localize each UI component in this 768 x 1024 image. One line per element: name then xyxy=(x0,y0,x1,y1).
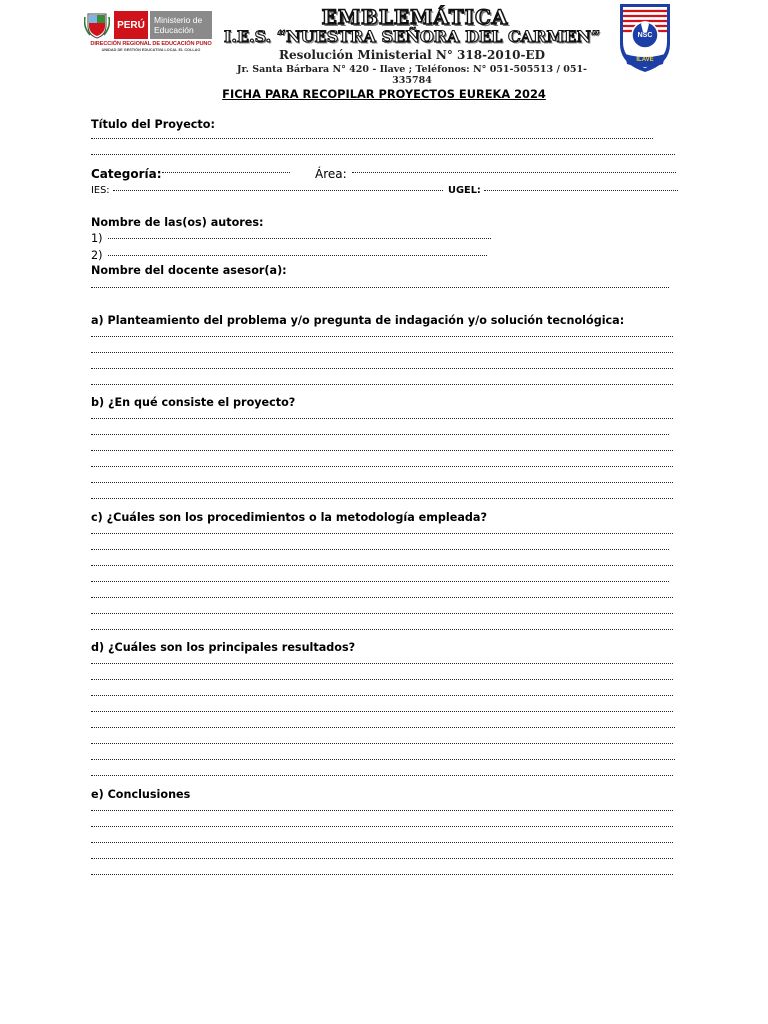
section-c-line[interactable] xyxy=(91,548,669,550)
section-a-line[interactable] xyxy=(91,367,673,369)
section-e-line[interactable] xyxy=(91,809,673,811)
section-e-line[interactable] xyxy=(91,841,673,843)
authors-label: Nombre de las(os) autores: xyxy=(91,216,264,229)
section-c-line[interactable] xyxy=(91,564,673,566)
section-d-line[interactable] xyxy=(91,710,673,712)
section-c-heading: c) ¿Cuáles son los procedimientos o la metodología empleada? xyxy=(91,511,487,524)
category-field[interactable] xyxy=(162,171,290,173)
section-d-line[interactable] xyxy=(91,774,673,776)
section-e-line[interactable] xyxy=(91,857,673,859)
section-e-heading: e) Conclusiones xyxy=(91,788,191,801)
peru-label: PERÚ xyxy=(114,11,148,39)
section-b-line[interactable] xyxy=(91,433,669,435)
form-title: FICHA PARA RECOPILAR PROYECTOS EUREKA 2024 xyxy=(222,87,546,101)
letterhead xyxy=(0,0,768,86)
project-title-line-1[interactable] xyxy=(91,137,653,139)
section-b-line[interactable] xyxy=(91,417,673,419)
author-1-field[interactable] xyxy=(108,237,491,239)
ugel-field[interactable] xyxy=(484,189,678,191)
ies-label: IES: xyxy=(91,185,110,196)
section-c-line[interactable] xyxy=(91,628,673,630)
area-field[interactable] xyxy=(352,171,676,173)
section-d-heading: d) ¿Cuáles son los principales resultados? xyxy=(91,641,356,654)
section-d-line[interactable] xyxy=(91,678,673,680)
emblematic-heading: EMBLEMÁTICA xyxy=(321,5,509,29)
school-name: I.E.S. “NUESTRA SEÑORA DEL CARMEN” xyxy=(223,27,601,46)
section-e-line[interactable] xyxy=(91,873,673,875)
section-c-line[interactable] xyxy=(91,532,673,534)
author-2-number: 2) xyxy=(91,249,103,262)
section-d-line[interactable] xyxy=(91,726,675,728)
section-e-line[interactable] xyxy=(91,825,673,827)
section-d-line[interactable] xyxy=(91,742,673,744)
section-a-line[interactable] xyxy=(91,383,673,385)
advisor-field[interactable] xyxy=(91,286,669,288)
section-d-line[interactable] xyxy=(91,758,675,760)
section-b-line[interactable] xyxy=(91,497,673,499)
resolution: Resolución Ministerial N° 318-2010-ED xyxy=(279,48,545,62)
ies-field[interactable] xyxy=(113,189,443,191)
section-a-heading: a) Planteamiento del problema y/o pregunta de indagación y/o solución tecnológica: xyxy=(91,314,625,327)
section-a-line[interactable] xyxy=(91,351,673,353)
author-2-field[interactable] xyxy=(108,254,487,256)
section-b-heading: b) ¿En qué consiste el proyecto? xyxy=(91,396,296,409)
area-label: Área: xyxy=(315,167,347,181)
section-a-line[interactable] xyxy=(91,335,673,337)
ugel-label: UGEL: xyxy=(448,185,481,196)
section-b-line[interactable] xyxy=(91,481,673,483)
section-c-line[interactable] xyxy=(91,580,669,582)
peru-coat-of-arms-icon xyxy=(84,11,110,39)
section-c-line[interactable] xyxy=(91,612,673,614)
project-title-label: Título del Proyecto: xyxy=(91,118,215,131)
advisor-label: Nombre del docente asesor(a): xyxy=(91,264,287,277)
author-1-number: 1) xyxy=(91,232,103,245)
shield-city: ILAVE xyxy=(636,57,654,63)
category-label: Categoría: xyxy=(91,167,162,181)
project-title-line-2[interactable] xyxy=(91,153,675,155)
regional-direction: DIRECCIÓN REGIONAL DE EDUCACIÓN PUNO xyxy=(90,41,212,47)
section-d-line[interactable] xyxy=(91,694,673,696)
section-b-line[interactable] xyxy=(91,449,673,451)
school-address: Jr. Santa Bárbara N° 420 - Ilave ; Teléfonos: N° 051-505513 / 051-335784 xyxy=(236,64,588,86)
section-d-line[interactable] xyxy=(91,662,673,664)
ugel-subtitle: UNIDAD DE GESTIÓN EDUCATIVA LOCAL EL COLLAO xyxy=(101,48,201,52)
ministry-label: Ministerio de Educación xyxy=(150,11,212,39)
section-b-line[interactable] xyxy=(91,465,673,467)
shield-initials: NSC xyxy=(637,32,653,39)
section-c-line[interactable] xyxy=(91,596,673,598)
